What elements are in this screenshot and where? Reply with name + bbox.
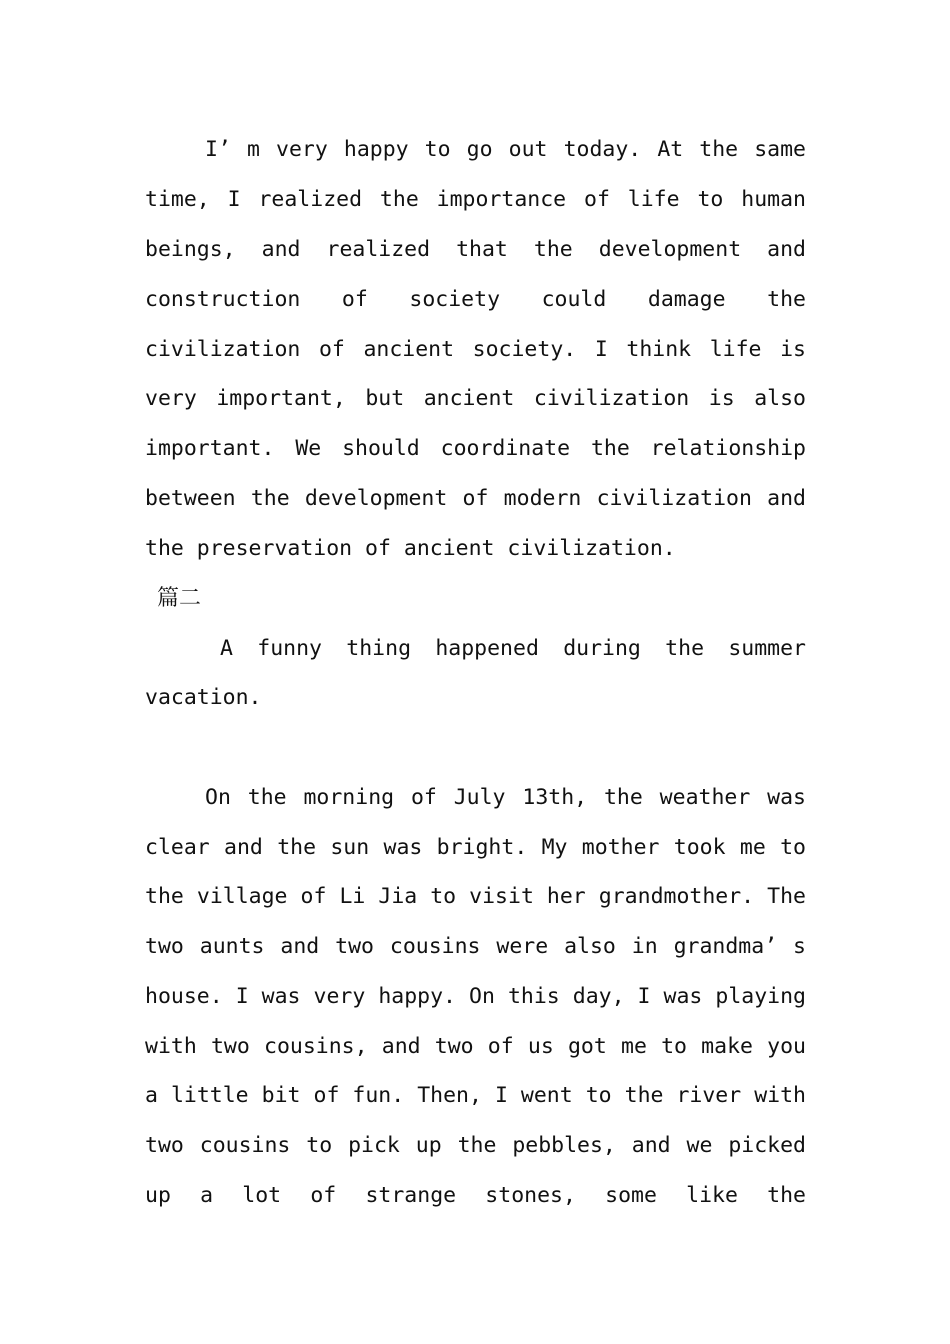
section2-body-line-7: a little bit of fun. Then, I went to the river with xyxy=(145,1083,806,1108)
section2-body-line-4: two aunts and two cousins were also in grandma’ s xyxy=(145,934,806,959)
section2-body-line-6: with two cousins, and two of us got me to make you xyxy=(145,1034,806,1059)
section2-body-line-1: On the morning of July 13th, the weather was xyxy=(205,785,806,810)
section2-body-line-9: up a lot of strange stones, some like the xyxy=(145,1183,806,1208)
section-heading: 篇二 xyxy=(157,586,202,611)
section2-body-line-5: house. I was very happy. On this day, I was playing xyxy=(145,984,806,1009)
paragraph1-line-9: the preservation of ancient civilization. xyxy=(145,536,676,561)
paragraph1-line-2: time, I realized the importance of life to human xyxy=(145,187,806,212)
paragraph1-line-8: between the development of modern civilization and xyxy=(145,486,806,511)
section2-body-line-3: the village of Li Jia to visit her grandmother. The xyxy=(145,884,806,909)
paragraph1-line-6: very important, but ancient civilization is also xyxy=(145,386,806,411)
section2-intro-line-1: A funny thing happened during the summer xyxy=(220,636,806,661)
section2-body-line-2: clear and the sun was bright. My mother took me to xyxy=(145,835,806,860)
section2-intro-line-2: vacation. xyxy=(145,685,262,710)
paragraph1-line-5: civilization of ancient society. I think life is xyxy=(145,337,806,362)
paragraph1-line-3: beings, and realized that the development and xyxy=(145,237,806,262)
paragraph1-line-4: construction of society could damage the xyxy=(145,287,806,312)
paragraph1-line-7: important. We should coordinate the relationship xyxy=(145,436,806,461)
paragraph1-line-1: I’ m very happy to go out today. At the same xyxy=(205,137,806,162)
section2-body-line-8: two cousins to pick up the pebbles, and we picked xyxy=(145,1133,806,1158)
